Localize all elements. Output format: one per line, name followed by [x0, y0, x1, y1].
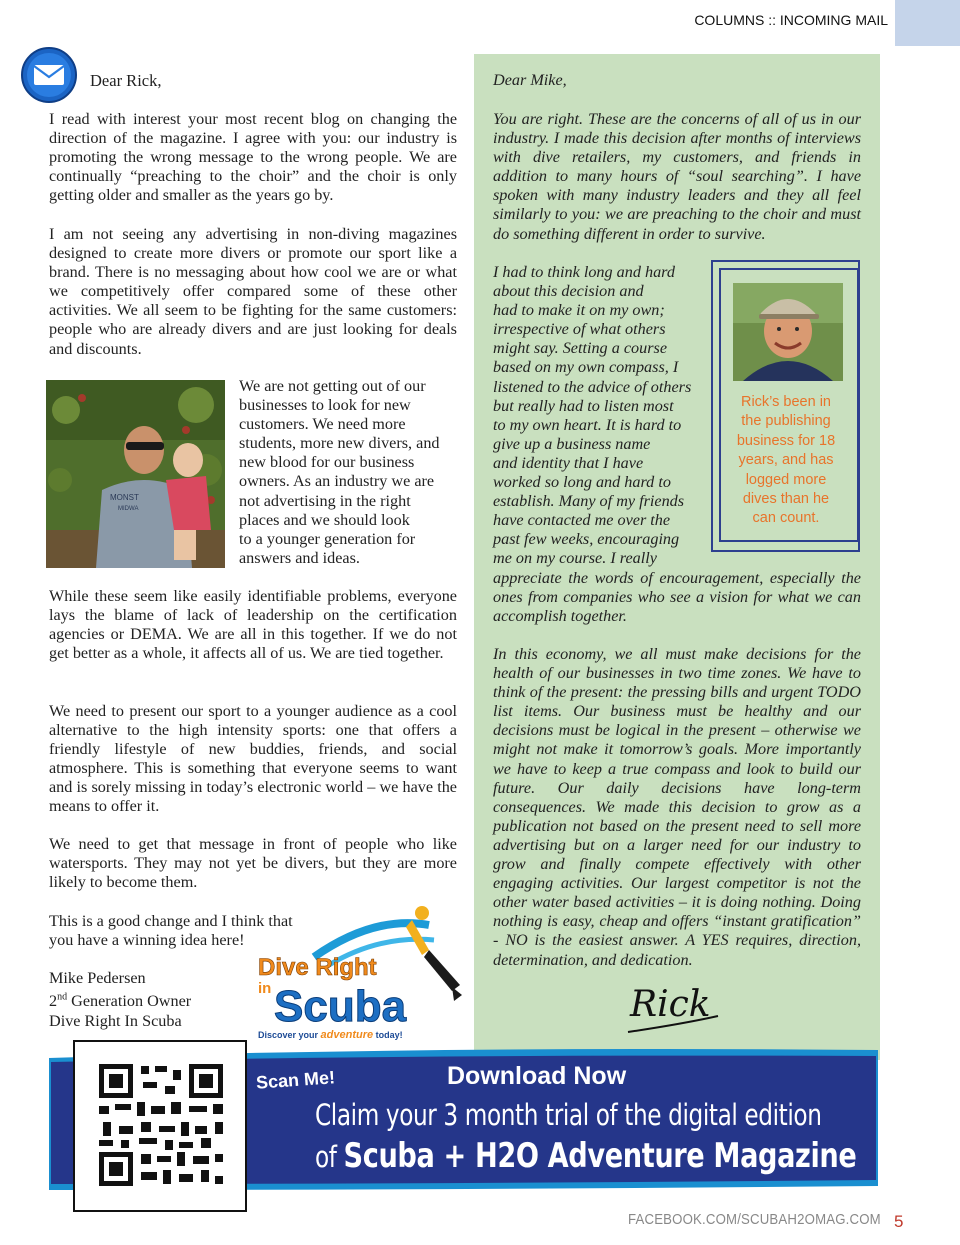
- download-now-button[interactable]: Download Now: [447, 1062, 627, 1090]
- photo-rick: [733, 283, 843, 381]
- footer-facebook-link[interactable]: FACEBOOK.COM/SCUBAH2OMAG.COM: [628, 1211, 881, 1228]
- qr-code-graphic: [75, 1042, 245, 1210]
- photo-man-with-child: [46, 380, 225, 568]
- svg-text:MONST: MONST: [110, 493, 139, 502]
- letter-salutation: Dear Rick,: [90, 71, 162, 90]
- letter-signature-block: [49, 969, 272, 1031]
- svg-text:Discover your adventure today!: Discover your adventure today!: [258, 1029, 403, 1041]
- header-tab: [895, 0, 960, 46]
- reply-paragraph-2: I had to think long and hard about this decision and had to make it on my own; irrespective of what others might say. Setting a course based on my own compass, I listened to the advice of others but really had to listen most to my own heart. It is hard to give up a business name and identity that I have worked so long and hard to establish. Many of my friends have contacted me over the past few weeks, encouraging me on my course. I really: [493, 263, 692, 568]
- qr-code[interactable]: [73, 1040, 247, 1212]
- photo-caption: Rick’s been in the publishing business for 18 years, and has logged more dives than he can count.: [736, 394, 836, 527]
- svg-text:Dive Right: Dive Right: [258, 954, 377, 981]
- reply-paragraph-1: You are right. These are the concerns of all of us in our industry. I made this decision after months of interviews with dive retailers, my customers, and friends in addition to many hours of “soul searching”. I have spoken with many industry leaders and they all feel similarly to you: we are preaching to the choir and must do something different in order to survive.: [493, 110, 861, 243]
- signer-company: Dive Right In Scuba: [49, 1011, 182, 1030]
- claim-offer-line-1: Claim your 3 month trial of the digital edition: [315, 1098, 822, 1132]
- svg-text:in: in: [258, 980, 272, 997]
- letter-paragraph-4: While these seem like easily identifiable problems, everyone lays the blame of lack of leadership on the certification agencies or DEMA. We are all in this together. If we do not get better as a whole, it affects all of us. We are tied together.: [49, 587, 457, 663]
- magazine-name: Scuba + H2O Adventure Magazine: [343, 1136, 857, 1176]
- envelope-icon: [20, 46, 78, 104]
- reply-salutation: Dear Mike,: [493, 71, 567, 89]
- letter-paragraph-1: I read with interest your most recent blog on changing the direction of the magazine. I agree with you: our industry is promoting the wrong message to the wrong people. We are continually “preaching to the choir” and the choir is only getting older and smaller as the years go by.: [49, 110, 457, 205]
- scan-me-label: Scan Me!: [255, 1067, 336, 1093]
- claim-offer-line-2: of Scuba + H2O Adventure Magazine: [315, 1136, 857, 1176]
- signer-name: Mike Pedersen: [49, 969, 146, 987]
- reply-paragraph-2-tail: appreciate the words of encouragement, especially the ones from companies who see a vision for what we can accomplish together.: [493, 569, 861, 626]
- reply-paragraph-3: In this economy, we all must make decisions for the health of our businesses in two time zones. We have to think of the present: the pressing bills and urgent TODO list items. Our business must be healthy and our decisions must be logical in the present – otherwise we might not make it tomorrow’s goals. More importantly we have to keep a true compass and look to build our future. Our daily decisions have long-term consequences. We made this decision to grow as a publication not based on the present need to sell more advertising but on a larger need for our industry to grow and finally compete effectively with other engaging activities. Our largest competitor is not the other water based activities – it is doing nothing. Doing nothing is easy, cheap and offers “instant gratification” - NO is the easiest answer. A YES requires, direction, determination, and dedication.: [493, 645, 861, 969]
- svg-text:Scuba: Scuba: [274, 982, 407, 1031]
- dive-right-in-scuba-logo: [254, 895, 466, 1045]
- letter-paragraph-3: We are not getting out of our businesses to look for new customers. We need more students, more new divers, and new blood for our business owners. As an industry we are not advertising in the right places and we should look to a younger generation for answers and ideas.: [239, 377, 440, 567]
- svg-text:Rick: Rick: [630, 984, 711, 1025]
- signer-title: 2nd Generation Owner: [49, 992, 192, 1011]
- svg-text:MIDWA: MIDWA: [118, 506, 139, 512]
- letter-paragraph-6: We need to get that message in front of people who like watersports. They may not yet be divers, but they are more likely to become them.: [49, 835, 457, 892]
- letter-paragraph-2: I am not seeing any advertising in non-diving magazines designed to create more divers or promote our sport like a brand. There is no messaging about how cool we are or what we competitively offer compared some of these other activities. We all seem to be fighting for the same customers: people who are already divers and are just looking for deals and discounts.: [49, 225, 457, 358]
- letter-paragraph-5: We need to present our sport to a younger audience as a cool alternative to the high intensity sports: one that offers a friendly lifestyle of new buddies, friends, and social atmosphere. This is something that everyone seems to want and is sorely missing in today’s electronic world – we have the means to offer it.: [49, 702, 457, 816]
- section-header: COLUMNS :: INCOMING MAIL: [694, 12, 888, 28]
- page-number: 5: [894, 1212, 904, 1231]
- letter-closing: This is a good change and I think that you have a winning idea here!: [49, 912, 293, 950]
- rick-signature: [622, 978, 762, 1042]
